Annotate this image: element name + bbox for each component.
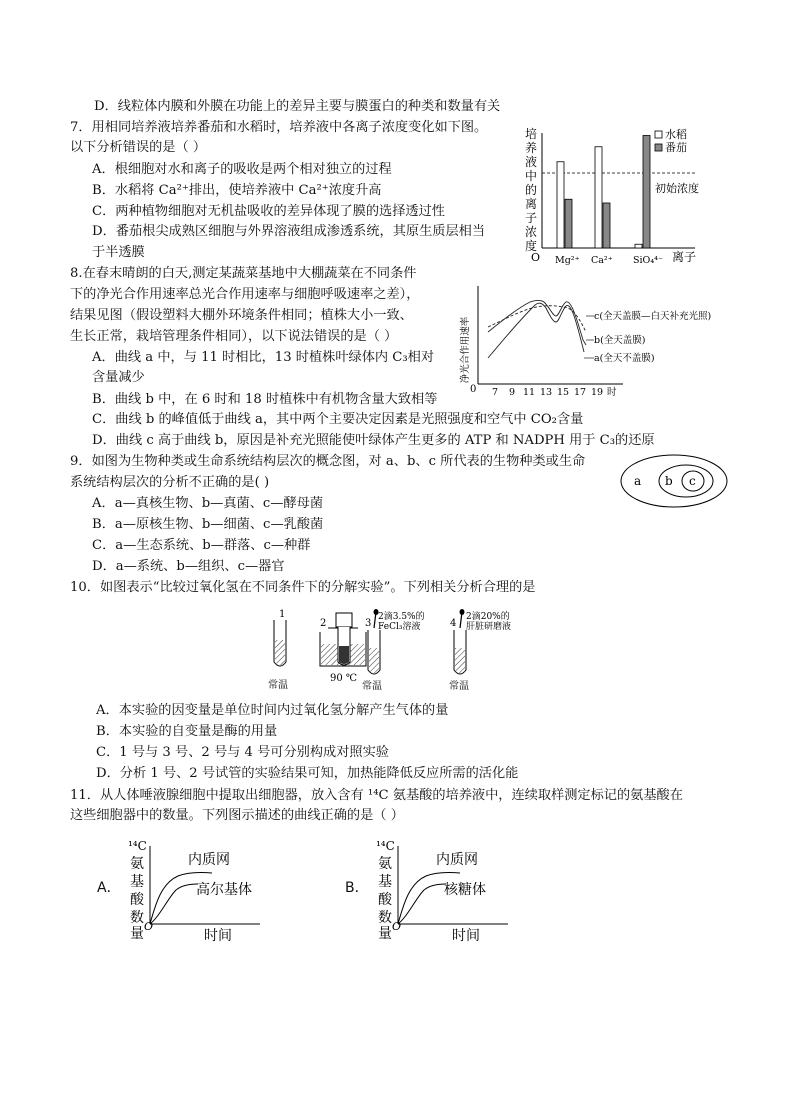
q10-dropper4-bulb (460, 609, 465, 615)
q7-ylabel-char: 培 (525, 127, 538, 141)
q8-stem-4: 生长正常，栽培管理条件相同），以下说法错误的是（ ） (70, 329, 398, 344)
q10-fecl3-label-1: 2滴3.5%的 (378, 612, 425, 622)
q9-label-b: b (665, 474, 673, 488)
q9-option-a: A．a—真核生物、b—真菌、c—酵母菌 (92, 496, 324, 511)
q11b-ylabel-char: 氨 (378, 856, 392, 872)
q7-ylabel-char: 液 (525, 155, 538, 169)
q10-tube4-liquid (455, 648, 465, 673)
q10-tube4-num: 4 (450, 618, 457, 629)
q8-option-d: D．曲线 c 高于曲线 b，原因是补充光照能使叶绿体产生更多的 ATP 和 NADPH 用于 C₃的还原 (92, 433, 655, 448)
q8-tick: 17 (573, 387, 587, 398)
q7-bar-tomato-1 (603, 203, 610, 248)
q7-bar-rice-1 (595, 147, 602, 248)
q7-stem: 7．用相同培养液培养番茄和水稻时，培养液中各离子浓度变化如下图。 (70, 120, 488, 135)
q7-option-d-2: 于半透膜 (92, 245, 145, 260)
q10-liver-label-2: 肝脏研磨液 (466, 622, 512, 632)
q7-option-d: D．番茄根尖成熟区细胞与外界溶液组成渗透系统，其原生质层相当 (92, 224, 486, 239)
q7-option-a: A．根细胞对水和离子的吸收是两个相对独立的过程 (92, 162, 392, 177)
q10-thermometer-cap (336, 613, 352, 627)
q7-ylabel-char: 浓 (525, 225, 538, 239)
q8-option-c: C．曲线 b 的峰值低于曲线 a，其中两个主要决定因素是光照强度和空气中 CO₂含量 (92, 412, 584, 427)
q11a-ylabel-char: 数 (130, 910, 144, 926)
q11a-ylabel-char: 氨 (130, 856, 144, 872)
q10-tube3-temp: 常温 (362, 681, 382, 692)
q7-cat-ca: Ca²⁺ (591, 255, 613, 266)
q11b-ylabel-char: 基 (378, 874, 392, 890)
q10-fecl3-label-2: FeCl₃溶液 (378, 622, 421, 632)
q10-stem: 10．如图表示“比较过氧化氢在不同条件下的分解实验”。下列相关分析合理的是 (70, 580, 536, 595)
q8-option-a: A．曲线 a 中，与 11 时相比，13 时植株叶绿体内 C₃相对 (92, 350, 435, 365)
q9-label-c: c (689, 474, 696, 488)
q7-bar-rice-0 (557, 162, 564, 248)
q11b-ylabel-char: 数 (378, 910, 392, 926)
q8-tick: 7 (491, 387, 499, 398)
q6-option-d: D．线粒体内膜和外膜在功能上的差异主要与膜蛋白的种类和数量有关 (94, 99, 501, 114)
q7-bar-rice-2 (635, 244, 642, 248)
q10-tube2-num: 2 (320, 618, 327, 629)
q11b-origin: O (392, 920, 402, 933)
q11a-origin: O (144, 920, 154, 933)
q7-origin: O (531, 251, 541, 264)
q8-option-b: B．曲线 b 中，在 6 时和 18 时植株中有机物含量大致相等 (92, 392, 438, 407)
q11b-xlabel: 时间 (452, 928, 480, 942)
q11a-curve1-label: 内质网 (188, 852, 230, 868)
q10-option-b: B．本实验的自变量是酶的用量 (96, 724, 278, 739)
q11-stem-1: 11．从人体唾液腺细胞中提取出细胞器，放入含有 ¹⁴C 氨基酸的培养液中，连续取样测定标记的氨基酸在 (70, 788, 683, 803)
q9-option-d: D．a—系统、b—组织、c—器官 (92, 559, 285, 574)
q8-origin: 0 (470, 384, 477, 395)
q10-liver-label-1: 2滴20%的 (466, 612, 510, 622)
q11-chart-a (120, 838, 280, 942)
q9-stem-1: 9．如图为生物种类或生命系统结构层次的概念图，对 a、b、c 所代表的生物种类或生命 (70, 454, 586, 469)
q11b-ylabel-char: 量 (378, 926, 392, 942)
q8-b-label: b(全天盖膜) (594, 335, 646, 346)
q11b-curve-ribosome (398, 884, 446, 924)
q9-concept-diagram (618, 452, 730, 512)
q9-option-c: C．a—生态系统、b—群落、c—种群 (92, 538, 311, 553)
q10-experiment-diagram (258, 608, 538, 694)
q8-curve-c (488, 301, 586, 346)
q11a-curve-golgi (150, 884, 198, 924)
q8-xunit: 时 (607, 387, 617, 398)
q7-ylabel-char: 中 (525, 169, 538, 183)
q11-option-b-letter: B． (345, 880, 369, 896)
q11b-ylabel-top: ¹⁴C (376, 839, 395, 853)
q7-xlabel: 离子 (672, 250, 697, 264)
q11b-ylabel-char: 酸 (378, 892, 392, 908)
q10-tube1-liquid (275, 640, 285, 665)
q7-legend-rice: 水稻 (665, 128, 687, 141)
q7-cat-mg: Mg²⁺ (555, 255, 580, 266)
q9-stem-2: 系统结构层次的分析不正确的是( ) (70, 475, 270, 490)
q7-ylabel-char: 离 (525, 197, 538, 211)
q8-stem-2: 下的净光合作用速率总光合作用速率与细胞呼吸速率之差）， (70, 287, 420, 302)
q7-ylabel (525, 127, 537, 253)
q8-a-label: a(全天不盖膜) (594, 353, 655, 364)
q10-tube1-temp: 常温 (268, 680, 288, 691)
q7-bar-tomato-2 (643, 136, 650, 249)
q10-tube2-liquid (339, 646, 349, 664)
q10-tube1-num: 1 (279, 609, 286, 620)
q11a-ylabel-char: 量 (130, 926, 144, 942)
q8-tick: 13 (539, 387, 553, 398)
q10-tube3-liquid (369, 648, 379, 673)
q11b-curve2-label: 核糖体 (444, 882, 486, 898)
q11-stem-2: 这些细胞器中的数量。下列图示描述的曲线正确的是（ ） (70, 808, 404, 823)
q8-tick: 9 (508, 387, 516, 398)
q11-chart-b (368, 838, 528, 942)
q7-ion-chart (515, 125, 715, 270)
q10-option-a: A．本实验的因变量是单位时间内过氧化氢分解产生气体的量 (96, 703, 449, 718)
q9-option-b: B．a—原核生物、b—细菌、c—乳酸菌 (92, 517, 324, 532)
q10-tube2-temp: 90 ℃ (330, 673, 358, 684)
q8-option-a-2: 含量减少 (92, 370, 145, 385)
q10-tube4-temp: 常温 (449, 681, 469, 692)
q8-tick: 15 (556, 387, 570, 398)
q8-stem-1: 8.在春末晴朗的白天,测定某蔬菜基地中大棚蔬菜在不同条件 (70, 266, 417, 281)
q8-ylabel: 净光合作用速率 (460, 316, 471, 384)
q7-bar-tomato-0 (565, 199, 572, 248)
q8-tick: 11 (522, 387, 536, 398)
q7-ylabel-char: 度 (525, 239, 538, 253)
q11a-xlabel: 时间 (204, 928, 232, 942)
q11-option-a-letter: A． (97, 880, 121, 896)
q9-label-a: a (634, 474, 642, 488)
q11a-ylabel-char: 酸 (130, 892, 144, 908)
q7-ylabel-char: 的 (525, 183, 538, 197)
q7-ylabel-char: 子 (525, 211, 538, 225)
q11a-curve2-label: 高尔基体 (196, 882, 252, 898)
q7-ylabel-char: 养 (525, 141, 538, 155)
q7-cat-si: SiO₄⁴⁻ (633, 255, 663, 266)
q7-stem-2: 以下分析错误的是（ ） (70, 140, 207, 155)
q11b-curve-er (398, 872, 460, 924)
q7-legend-tomato-swatch (655, 144, 662, 151)
q11a-curve-er (150, 872, 212, 924)
q11a-ylabel-top: ¹⁴C (128, 839, 147, 853)
q7-option-b: B．水稻将 Ca²⁺排出，使培养液中 Ca²⁺浓度升高 (92, 183, 382, 198)
q7-legend-rice-swatch (655, 131, 662, 138)
q8-photosynthesis-chart (458, 280, 718, 402)
q8-curve-a (488, 303, 584, 358)
q7-legend-tomato: 番茄 (665, 141, 687, 154)
q10-option-c: C．1 号与 3 号、2 号与 4 号可分别构成对照实验 (96, 745, 389, 760)
q8-stem-3: 结果见图（假设塑料大棚外环境条件相同；植株大小一致、 (70, 308, 413, 323)
q8-c-label: c(全天盖膜—白天补充光照) (594, 311, 712, 322)
q10-tube3-num: 3 (365, 618, 372, 629)
q10-option-d: D．分析 1 号、2 号试管的实验结果可知，加热能降低反应所需的活化能 (96, 766, 519, 781)
q8-tick: 19 (590, 387, 604, 398)
q11a-ylabel-char: 基 (130, 874, 144, 890)
q11b-curve1-label: 内质网 (436, 852, 478, 868)
q7-initial-label: 初始浓度 (655, 182, 699, 195)
q7-option-c: C．两种植物细胞对无机盐吸收的差异体现了膜的选择透过性 (92, 204, 445, 219)
